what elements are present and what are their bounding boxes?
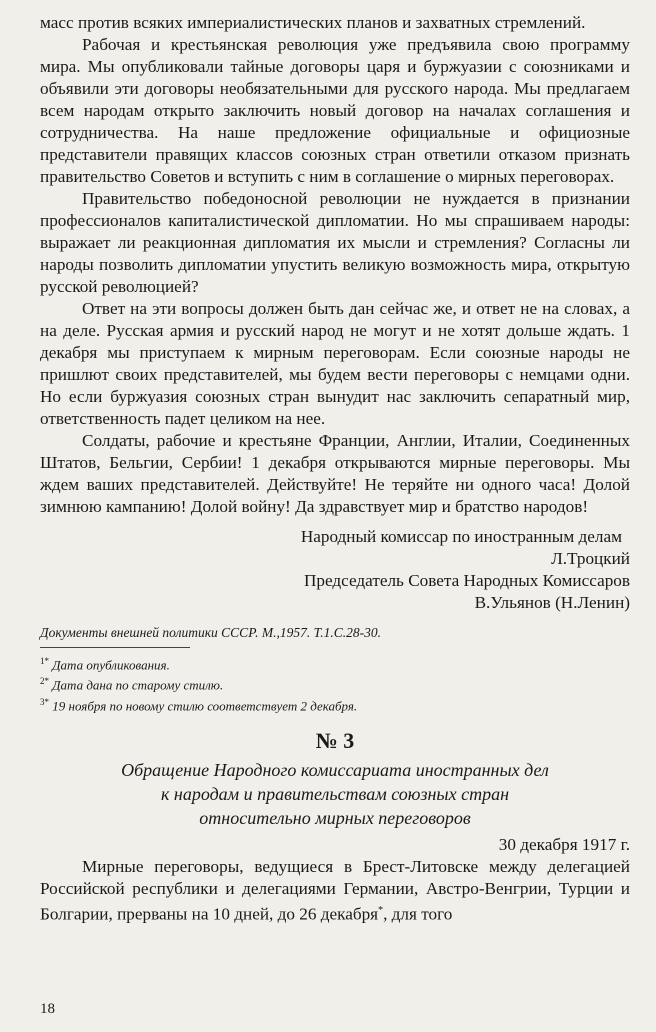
signature-1-name: Л.Троцкий	[551, 549, 630, 568]
document-title-line-2: к народам и правительствам союзных стран	[160, 783, 510, 804]
document-title-line-1: Обращение Народного комиссариата иностранных дел	[121, 759, 549, 780]
footnote-1: $^{1*}$ Дата опубликования.	[40, 656, 170, 673]
paragraph-1: Рабочая и крестьянская революция уже предъявила свою программу мира. Мы опубликовали тайные договоры царя и буржуазии с союзниками и объявили эти договоры необязательными для русского народа. Мы предлагаем всем народам открыто заключить новый договор на началах соглашения и сотрудничества. На наше предложение официальные и официозные представители правящих классов союзных стран ответили отказом признать правительство Советов и вступить с ним в соглашение о мирных переговорах.	[40, 35, 630, 186]
signature-1-title: Народный комиссар по иностранным делам	[300, 527, 622, 546]
page-number: 18	[40, 1001, 55, 1017]
signature-block	[40, 526, 630, 614]
document-title-line-3: относительно мирных переговоров	[199, 807, 471, 828]
document-number: № 3	[315, 727, 355, 753]
document-title	[40, 758, 630, 830]
footnote-divider	[40, 647, 190, 648]
signature-2-name: В.Ульянов (Н.Ленин)	[474, 593, 630, 612]
paragraph-3: Ответ на эти вопросы должен быть дан сейчас же, и ответ не на словах, а на деле. Русская армия и русский народ не могут и не хотят дольше ждать. 1 декабря мы приступаем к мирным переговорам. Если союзные народы не пришлют своих представителей, мы будем вести переговоры с немцами одни. Но если буржуазия союзных стран вынудит нас заключить сепаратный мир, ответственность падет целиком на нее.	[40, 299, 630, 428]
footnote-3: $^{3*}$ 19 ноября по новому стилю соответствует 2 декабря.	[40, 696, 358, 713]
footnote-2: $^{2*}$ Дата дана по старому стилю.	[40, 676, 224, 693]
paragraph-5: Мирные переговоры, ведущиеся в Брест-Литовске между делегацией Российской республики и делегациями Германии, Австро-Венгрии, Турции и Болгарии, прерваны на 10 дней, до 26 декабря*, для того	[40, 856, 630, 924]
document-page	[40, 12, 630, 926]
paragraph-0: масс против всяких империалистических планов и захватных стремлений.	[40, 13, 586, 32]
paragraph-2: Правительство победоносной революции не нуждается в признании профессионалов капиталистической дипломатии. Но мы спрашиваем народы: выражает ли реакционная дипломатия их мысли и стремления? Согласны ли народы позволить дипломатии упустить великую возможность мира, открытую русской революцией?	[40, 189, 630, 296]
source-citation: Документы внешней политики СССР. М.,1957. Т.1.С.28-30.	[40, 625, 381, 640]
signature-2-title: Председатель Совета Народных Комиссаров	[304, 571, 630, 590]
paragraph-4: Солдаты, рабочие и крестьяне Франции, Англии, Италии, Соединенных Штатов, Бельгии, Сербии! 1 декабря открываются мирные переговоры. Мы ждем ваших представителей. Действуйте! Не теряйте ни одного часа! Долой зимнюю кампанию! Долой войну! Да здравствует мир и братство народов!	[40, 431, 630, 516]
document-date: 30 декабря 1917 г.	[498, 834, 630, 854]
